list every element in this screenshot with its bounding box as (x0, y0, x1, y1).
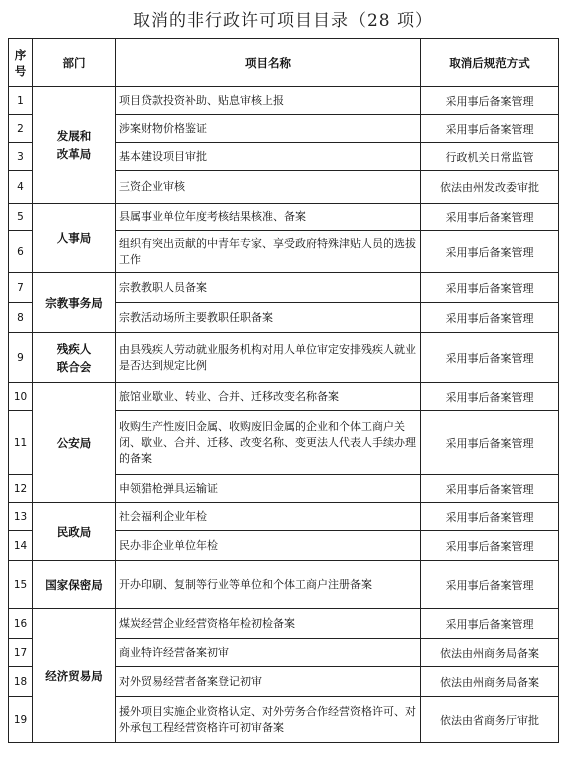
row-num: 16 (9, 609, 33, 639)
row-num: 14 (9, 531, 33, 561)
table-row (9, 503, 559, 531)
row-num: 7 (9, 273, 33, 303)
table-row (9, 204, 559, 231)
project-method: 依法由州商务局备案 (421, 639, 559, 667)
table-row (9, 561, 559, 609)
project-name: 旅馆业歇业、转业、合并、迁移改变名称备案 (116, 383, 421, 411)
row-num: 6 (9, 231, 33, 273)
project-method: 采用事后备案管理 (421, 87, 559, 115)
project-method: 行政机关日常监管 (421, 143, 559, 171)
project-name: 收购生产性废旧金属、收购废旧金属的企业和个体工商户关闭、歇业、合并、迁移、改变名称、变更法人代表人手续办理的备案 (116, 411, 421, 475)
project-name: 涉案财物价格鉴证 (116, 115, 421, 143)
project-name: 三资企业审核 (116, 171, 421, 204)
table-row (9, 87, 559, 115)
dept-jingmao: 经济贸易局 (33, 609, 116, 743)
dept-baomi: 国家保密局 (33, 561, 116, 609)
dept-fagai-line2: 改革局 (56, 147, 92, 161)
header-seq (9, 39, 33, 87)
row-num: 4 (9, 171, 33, 204)
row-num: 1 (9, 87, 33, 115)
table-row (9, 383, 559, 411)
dept-minzheng: 民政局 (33, 503, 116, 561)
row-num: 5 (9, 204, 33, 231)
table-row (9, 609, 559, 639)
project-method: 依法由州发改委审批 (421, 171, 559, 204)
project-method: 依法由州商务局备案 (421, 667, 559, 697)
row-num: 11 (9, 411, 33, 475)
project-name: 基本建设项目审批 (116, 143, 421, 171)
project-method: 依法由省商务厅审批 (421, 697, 559, 743)
project-name: 援外项目实施企业资格认定、对外劳务合作经营资格许可、对外承包工程经营资格许可初审备案 (116, 697, 421, 743)
project-name: 民办非企业单位年检 (116, 531, 421, 561)
project-method: 采用事后备案管理 (421, 115, 559, 143)
project-name: 商业特许经营备案初审 (116, 639, 421, 667)
dept-renshi: 人事局 (33, 204, 116, 273)
row-num: 13 (9, 503, 33, 531)
row-num: 3 (9, 143, 33, 171)
project-method: 采用事后备案管理 (421, 383, 559, 411)
project-method: 采用事后备案管理 (421, 503, 559, 531)
row-num: 9 (9, 333, 33, 383)
page-title: 取消的非行政许可项目目录（28 项） (132, 11, 434, 31)
row-num: 10 (9, 383, 33, 411)
project-name: 开办印刷、复制等行业等单位和个体工商户注册备案 (116, 561, 421, 609)
dept-gongan: 公安局 (33, 383, 116, 503)
project-table (8, 38, 559, 743)
project-method: 采用事后备案管理 (421, 475, 559, 503)
project-method: 采用事后备案管理 (421, 303, 559, 333)
project-method: 采用事后备案管理 (421, 273, 559, 303)
dept-canji-line1: 残疾人 (56, 341, 92, 356)
dept-fagai-line1: 发展和 (56, 129, 92, 143)
row-num: 17 (9, 639, 33, 667)
project-method: 采用事后备案管理 (421, 411, 559, 475)
project-name: 项目贷款投资补助、贴息审核上报 (116, 87, 421, 115)
dept-cell (33, 333, 116, 383)
project-name: 宗教活动场所主要教职任职备案 (116, 303, 421, 333)
table-row (9, 273, 559, 303)
row-num: 12 (9, 475, 33, 503)
project-method: 采用事后备案管理 (421, 609, 559, 639)
project-method: 采用事后备案管理 (421, 333, 559, 383)
row-num: 2 (9, 115, 33, 143)
row-num: 15 (9, 561, 33, 609)
header-dept: 部门 (33, 39, 116, 87)
dept-zongjiao: 宗教事务局 (33, 273, 116, 333)
project-name: 组织有突出贡献的中青年专家、享受政府特殊津贴人员的选拔工作 (116, 231, 421, 273)
project-method: 采用事后备案管理 (421, 204, 559, 231)
project-name: 煤炭经营企业经营资格年检初检备案 (116, 609, 421, 639)
project-name: 申领猎枪弹具运输证 (116, 475, 421, 503)
project-name: 社会福利企业年检 (116, 503, 421, 531)
project-name: 宗教教职人员备案 (116, 273, 421, 303)
row-num: 18 (9, 667, 33, 697)
project-name: 由县残疾人劳动就业服务机构对用人单位审定安排残疾人就业是否达到规定比例 (116, 333, 421, 383)
project-name: 县属事业单位年度考核结果核准、备案 (116, 204, 421, 231)
header-row (9, 39, 559, 87)
table-row (9, 333, 559, 383)
project-method: 采用事后备案管理 (421, 561, 559, 609)
project-name: 对外贸易经营者备案登记初审 (116, 667, 421, 697)
row-num: 19 (9, 697, 33, 743)
project-method: 采用事后备案管理 (421, 531, 559, 561)
header-method: 取消后规范方式 (421, 39, 559, 87)
row-num: 8 (9, 303, 33, 333)
dept-canji-line2: 联合会 (56, 359, 92, 374)
project-method: 采用事后备案管理 (421, 231, 559, 273)
header-seq-line1: 序 (14, 47, 27, 62)
header-name: 项目名称 (116, 39, 421, 87)
header-seq-line2: 号 (14, 63, 27, 78)
dept-cell (33, 87, 116, 204)
